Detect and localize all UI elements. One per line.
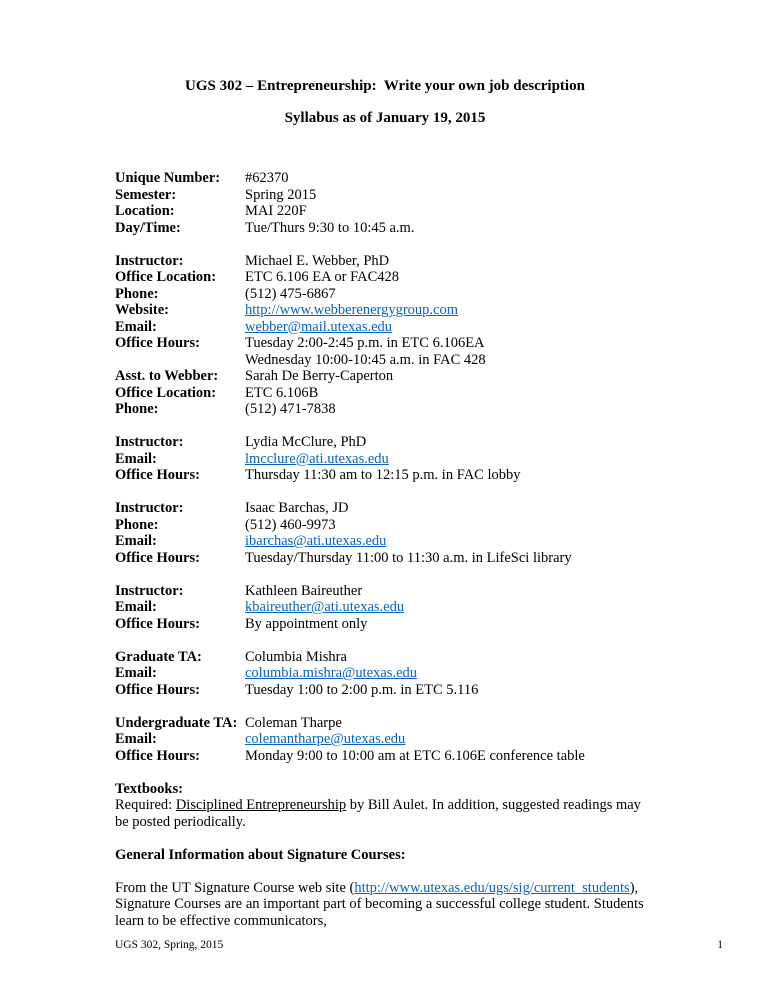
info-label: Instructor: bbox=[115, 252, 184, 269]
info-label: Office Hours: bbox=[115, 467, 200, 483]
footer-page-number: 1 bbox=[717, 939, 723, 951]
info-label bbox=[115, 352, 245, 369]
info-label: Office Hours: bbox=[115, 549, 200, 566]
info-row bbox=[115, 550, 655, 567]
paragraph-text: Required: bbox=[115, 797, 176, 813]
info-label: Website: bbox=[115, 302, 169, 318]
info-block-instructor-mcclure bbox=[115, 434, 655, 484]
info-row bbox=[115, 533, 655, 550]
info-block-undergraduate-ta bbox=[115, 715, 655, 765]
info-row bbox=[115, 665, 655, 682]
info-value: MAI 220F bbox=[245, 203, 307, 219]
info-block-graduate-ta bbox=[115, 649, 655, 699]
footer-course-label: UGS 302, Spring, 2015 bbox=[115, 939, 224, 951]
info-value: Kathleen Baireuther bbox=[245, 582, 363, 599]
info-row bbox=[115, 682, 655, 699]
info-value: ETC 6.106B bbox=[245, 384, 319, 401]
email-link[interactable]: webber@mail.utexas.edu bbox=[245, 318, 393, 335]
info-value: Monday 9:00 to 10:00 am at ETC 6.106E conference table bbox=[245, 747, 585, 764]
info-label: Email: bbox=[115, 533, 157, 549]
underlined-text: Disciplined Entrepreneurship bbox=[175, 797, 347, 813]
info-value: Tue/Thurs 9:30 to 10:45 a.m. bbox=[245, 219, 415, 236]
info-label: Asst. to Webber: bbox=[115, 368, 219, 384]
info-label: Office Location: bbox=[115, 269, 217, 285]
signature-courses-heading: General Information about Signature Courses: bbox=[115, 846, 406, 863]
info-label: Day/Time: bbox=[115, 219, 181, 236]
info-row bbox=[115, 500, 655, 517]
info-row bbox=[115, 649, 655, 666]
paragraph-text: From the UT Signature Course web site ( bbox=[115, 879, 355, 896]
info-row bbox=[115, 748, 655, 765]
signature-courses-section bbox=[115, 847, 655, 930]
info-value: Wednesday 10:00-10:45 a.m. in FAC 428 bbox=[245, 351, 486, 368]
info-row bbox=[115, 302, 655, 319]
paragraph-text: ), Signature Courses are an important part of becoming a successful college student. Students learn to be effective communicators, bbox=[115, 879, 644, 929]
email-link[interactable]: kbaireuther@ati.utexas.edu bbox=[245, 599, 405, 615]
document-title: UGS 302 – Entrepreneurship: Write your own job description bbox=[185, 78, 585, 94]
info-row bbox=[115, 616, 655, 633]
info-value: Michael E. Webber, PhD bbox=[245, 252, 390, 269]
info-row bbox=[115, 731, 655, 748]
info-label: Semester: bbox=[115, 186, 177, 203]
info-row bbox=[115, 187, 655, 204]
info-row bbox=[115, 583, 655, 600]
info-label: Graduate TA: bbox=[115, 648, 202, 665]
info-label: Phone: bbox=[115, 401, 159, 417]
info-label: Email: bbox=[115, 318, 157, 335]
info-row bbox=[115, 599, 655, 616]
info-row bbox=[115, 220, 655, 237]
info-label: Unique Number: bbox=[115, 170, 221, 186]
info-row bbox=[115, 715, 655, 732]
info-label: Email: bbox=[115, 731, 157, 747]
info-value: (512) 460-9973 bbox=[245, 516, 336, 533]
info-label: Email: bbox=[115, 599, 157, 615]
info-row bbox=[115, 451, 655, 468]
info-value: Lydia McClure, PhD bbox=[245, 434, 367, 450]
info-row bbox=[115, 319, 655, 336]
info-row bbox=[115, 269, 655, 286]
info-block-instructor-webber bbox=[115, 253, 655, 418]
info-value: Isaac Barchas, JD bbox=[245, 500, 349, 516]
info-value: Tuesday 2:00-2:45 p.m. in ETC 6.106EA bbox=[245, 335, 485, 351]
info-label: Office Location: bbox=[115, 384, 217, 401]
info-label: Office Hours: bbox=[115, 615, 200, 632]
info-row bbox=[115, 170, 655, 187]
info-block-instructor-baireuther bbox=[115, 583, 655, 633]
info-label: Office Hours: bbox=[115, 747, 200, 764]
textbooks-section bbox=[115, 781, 655, 831]
info-label: Office Hours: bbox=[115, 335, 200, 351]
info-row bbox=[115, 286, 655, 303]
info-row bbox=[115, 467, 655, 484]
info-label: Instructor: bbox=[115, 582, 184, 599]
contact-info-section bbox=[115, 170, 655, 764]
info-label: Phone: bbox=[115, 516, 159, 533]
info-row bbox=[115, 401, 655, 418]
info-label: Instructor: bbox=[115, 434, 184, 450]
info-row bbox=[115, 253, 655, 270]
info-value: Sarah De Berry-Caperton bbox=[245, 368, 394, 384]
info-row bbox=[115, 352, 655, 369]
info-label: Location: bbox=[115, 203, 175, 219]
info-value: ETC 6.106 EA or FAC428 bbox=[245, 269, 399, 285]
info-value: Tuesday 1:00 to 2:00 p.m. in ETC 5.116 bbox=[245, 681, 479, 698]
email-link[interactable]: ibarchas@ati.utexas.edu bbox=[245, 533, 387, 549]
textbooks-heading: Textbooks: bbox=[115, 780, 183, 797]
info-value: Thursday 11:30 am to 12:15 p.m. in FAC lobby bbox=[245, 467, 521, 483]
info-label: Email: bbox=[115, 665, 157, 681]
info-row bbox=[115, 368, 655, 385]
info-row bbox=[115, 434, 655, 451]
info-block-course-info bbox=[115, 170, 655, 236]
info-value: (512) 475-6867 bbox=[245, 285, 336, 302]
inline-link[interactable]: http://www.utexas.edu/ugs/sig/current_students bbox=[354, 879, 630, 896]
info-label: Undergraduate TA: bbox=[115, 714, 238, 731]
document-body bbox=[115, 170, 655, 929]
info-label: Phone: bbox=[115, 285, 159, 302]
info-value: Columbia Mishra bbox=[245, 648, 347, 665]
website-link[interactable]: http://www.webberenergygroup.com bbox=[245, 302, 459, 318]
email-link[interactable]: colemantharpe@utexas.edu bbox=[245, 731, 406, 747]
info-row bbox=[115, 517, 655, 534]
document-subtitle: Syllabus as of January 19, 2015 bbox=[284, 110, 486, 126]
info-label: Email: bbox=[115, 450, 157, 467]
info-row bbox=[115, 203, 655, 220]
info-value: Coleman Tharpe bbox=[245, 714, 342, 731]
info-value: #62370 bbox=[245, 170, 289, 186]
textbooks-paragraph bbox=[115, 797, 655, 830]
email-link[interactable]: lmcclure@ati.utexas.edu bbox=[245, 450, 389, 467]
info-value: By appointment only bbox=[245, 615, 368, 632]
email-link[interactable]: columbia.mishra@utexas.edu bbox=[245, 665, 418, 681]
page-footer bbox=[115, 939, 723, 952]
info-value: Spring 2015 bbox=[245, 186, 317, 203]
paragraph-text: by Bill Aulet. In addition, suggested readings may be posted periodically. bbox=[115, 797, 641, 830]
info-value: Tuesday/Thursday 11:00 to 11:30 a.m. in LifeSci library bbox=[245, 549, 572, 566]
info-row bbox=[115, 385, 655, 402]
info-row bbox=[115, 335, 655, 352]
info-value: (512) 471-7838 bbox=[245, 401, 336, 417]
info-block-instructor-barchas bbox=[115, 500, 655, 566]
signature-courses-paragraph bbox=[115, 880, 655, 930]
info-label: Office Hours: bbox=[115, 681, 200, 698]
info-label: Instructor: bbox=[115, 500, 184, 516]
